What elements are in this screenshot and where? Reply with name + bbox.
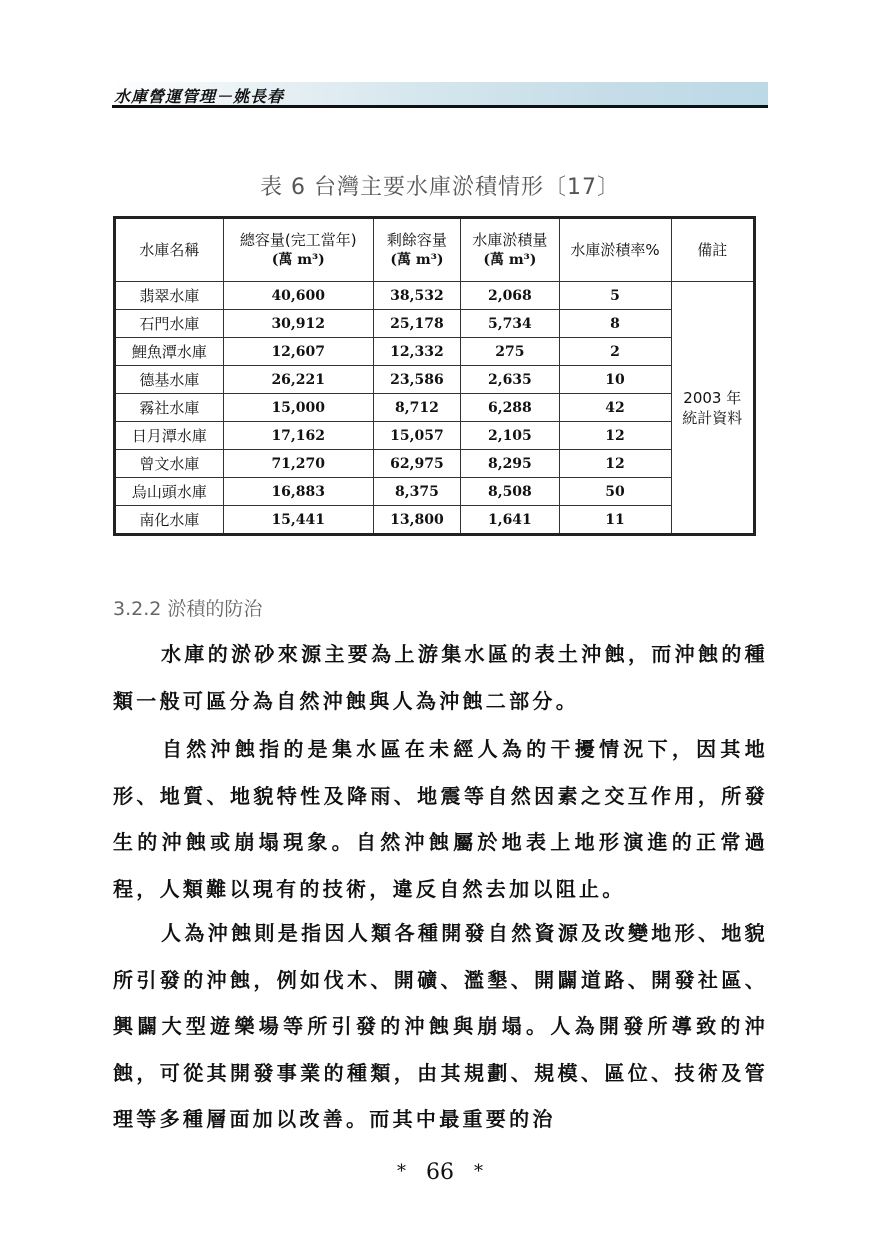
column-header-name: 水庫名稱 [115,218,224,282]
cell-remaining-capacity: 8,712 [373,394,461,422]
note-line: 統計資料 [682,408,743,427]
paragraph: 水庫的淤砂來源主要為上游集水區的表土沖蝕，而沖蝕的種類一般可區分為自然沖蝕與人為沖蝕二部分。 [113,642,768,713]
column-header-note: 備註 [671,218,754,282]
page-footer [0,1160,880,1185]
cell-total-capacity: 16,883 [223,478,373,506]
cell-sediment-rate: 10 [559,366,671,394]
cell-remaining-capacity: 12,332 [373,338,461,366]
cell-note [671,282,754,535]
cell-reservoir-name: 鯉魚潭水庫 [115,338,224,366]
running-header-title: 水庫營運管理－姚長春 [114,87,285,106]
cell-sediment-rate: 12 [559,422,671,450]
cell-reservoir-name: 曾文水庫 [115,450,224,478]
cell-sediment-volume: 8,295 [461,450,559,478]
cell-remaining-capacity: 23,586 [373,366,461,394]
cell-remaining-capacity: 62,975 [373,450,461,478]
cell-reservoir-name: 南化水庫 [115,506,224,535]
column-header-total-capacity: 總容量(完工當年) (萬 m³) [223,218,373,282]
cell-sediment-volume: 2,105 [461,422,559,450]
cell-sediment-volume: 2,068 [461,282,559,310]
cell-sediment-rate: 11 [559,506,671,535]
cell-total-capacity: 15,000 [223,394,373,422]
cell-sediment-volume: 275 [461,338,559,366]
table-header-row [115,218,755,282]
cell-remaining-capacity: 8,375 [373,478,461,506]
running-header [112,82,768,108]
cell-sediment-rate: 5 [559,282,671,310]
page-number: 66 [426,1160,454,1185]
column-header-sediment-rate: 水庫淤積率% [559,218,671,282]
cell-total-capacity: 71,270 [223,450,373,478]
cell-sediment-rate: 12 [559,450,671,478]
cell-total-capacity: 26,221 [223,366,373,394]
cell-reservoir-name: 翡翠水庫 [115,282,224,310]
paragraph: 人為沖蝕則是指因人類各種開發自然資源及改變地形、地貌所引發的沖蝕，例如伐木、開礦、濫墾、開闢道路、開發社區、興闢大型遊樂場等所引發的沖蝕與崩塌。人為開發所導致的沖蝕，可從其開發事業的種類，由其規劃、規模、區位、技術及管理等多種層面加以改善。而其中最重要的治 [113,921,768,1131]
cell-reservoir-name: 霧社水庫 [115,394,224,422]
cell-reservoir-name: 日月潭水庫 [115,422,224,450]
cell-sediment-rate: 42 [559,394,671,422]
cell-reservoir-name: 德基水庫 [115,366,224,394]
cell-total-capacity: 30,912 [223,310,373,338]
cell-sediment-volume: 2,635 [461,366,559,394]
table-caption: 表 6 台灣主要水庫淤積情形〔17〕 [260,175,620,200]
table-row [115,310,755,338]
cell-remaining-capacity: 25,178 [373,310,461,338]
cell-total-capacity: 17,162 [223,422,373,450]
cell-remaining-capacity: 13,800 [373,506,461,535]
table-row [115,338,755,366]
cell-sediment-volume: 8,508 [461,478,559,506]
column-header-remaining-capacity: 剩餘容量 (萬 m³) [373,218,461,282]
table-row [115,450,755,478]
star-ornament-icon: * [397,1161,406,1182]
cell-remaining-capacity: 15,057 [373,422,461,450]
cell-sediment-volume: 5,734 [461,310,559,338]
cell-remaining-capacity: 38,532 [373,282,461,310]
cell-total-capacity: 12,607 [223,338,373,366]
section-heading: 3.2.2 淤積的防治 [113,598,263,620]
star-ornament-icon: * [474,1161,483,1182]
table-row [115,422,755,450]
cell-reservoir-name: 石門水庫 [115,310,224,338]
cell-sediment-volume: 6,288 [461,394,559,422]
reservoir-sedimentation-table [113,216,756,536]
cell-sediment-rate: 8 [559,310,671,338]
cell-total-capacity: 15,441 [223,506,373,535]
column-header-sediment-volume: 水庫淤積量 (萬 m³) [461,218,559,282]
table-row [115,394,755,422]
paragraph: 自然沖蝕指的是集水區在未經人為的干擾情況下，因其地形、地質、地貌特性及降雨、地震等自然因素之交互作用，所發生的沖蝕或崩塌現象。自然沖蝕屬於地表上地形演進的正常過程，人類難以現有的技術，違反自然去加以阻止。 [113,737,768,901]
table-row [115,366,755,394]
table-row [115,282,755,310]
cell-sediment-rate: 2 [559,338,671,366]
cell-total-capacity: 40,600 [223,282,373,310]
table-row [115,506,755,535]
note-line: 2003 年 [683,388,742,407]
cell-sediment-volume: 1,641 [461,506,559,535]
table-row [115,478,755,506]
cell-reservoir-name: 烏山頭水庫 [115,478,224,506]
cell-sediment-rate: 50 [559,478,671,506]
